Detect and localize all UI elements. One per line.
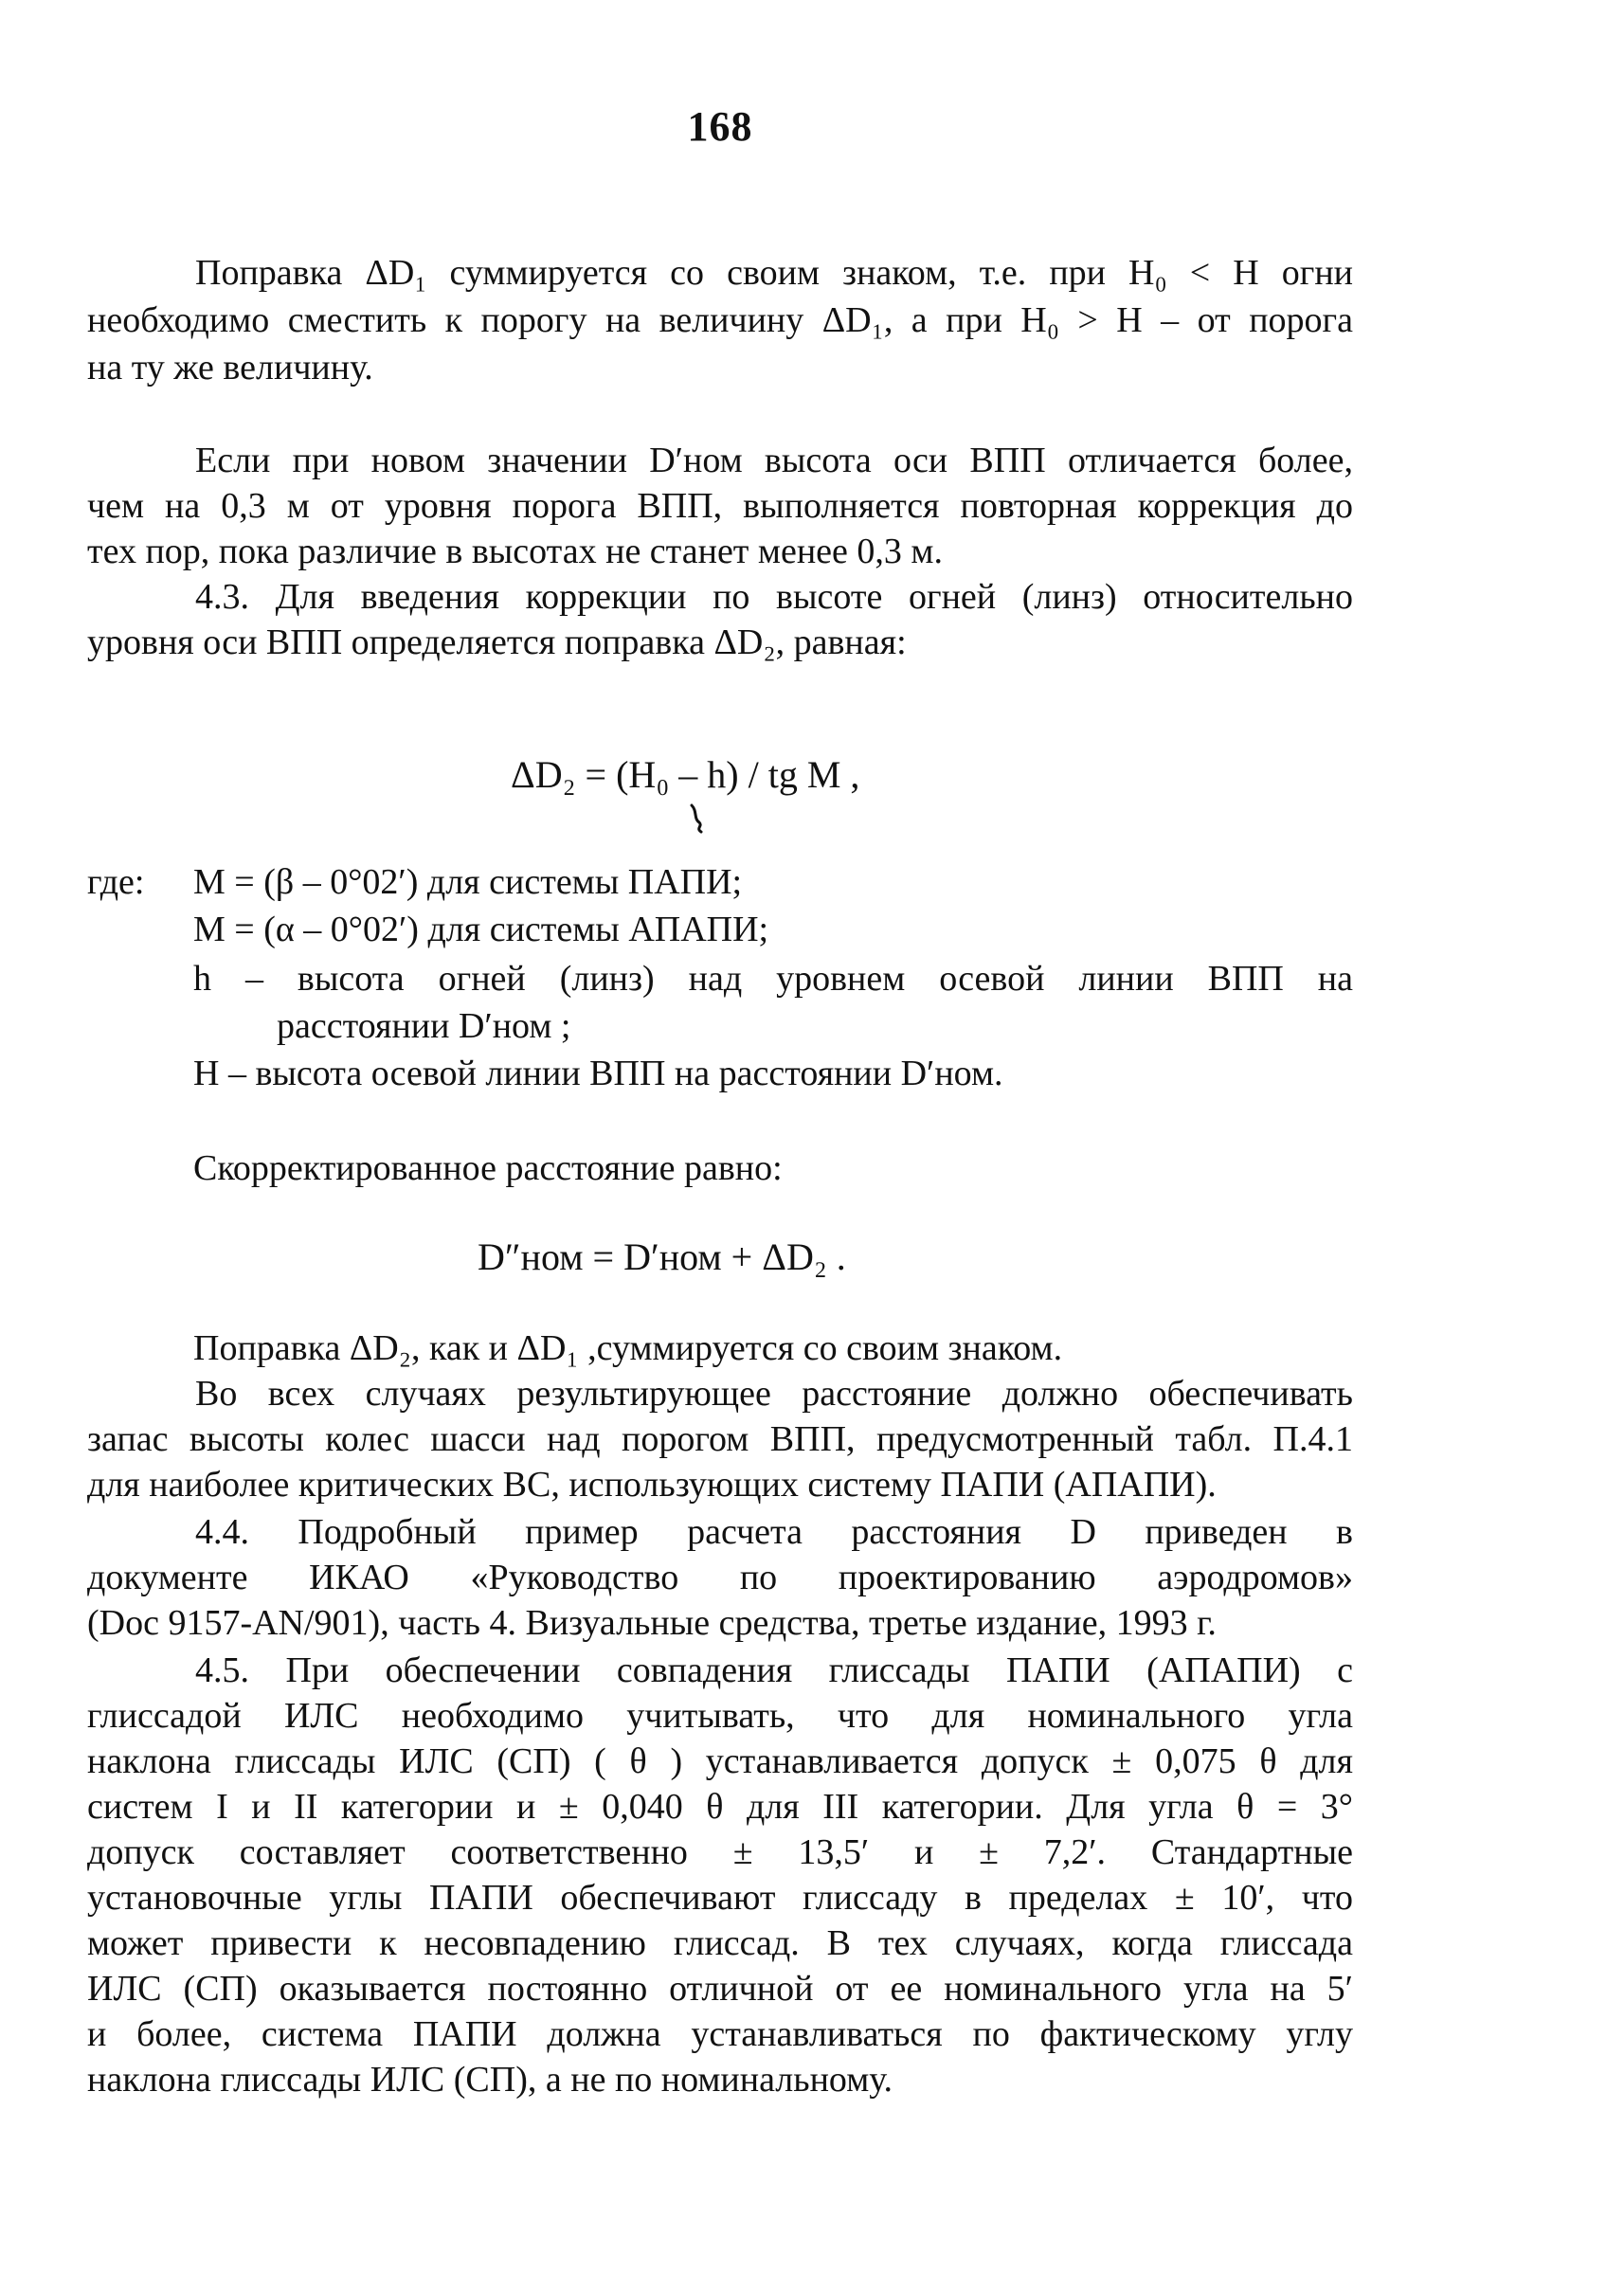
para1-line1: Поправка ΔD₁ суммируется со своим знаком, т.е. при H₀ < H огни (195, 253, 1353, 293)
para6-line6: установочные углы ПАПИ обеспечивают глиссаду в пределах ± 10′, что (87, 1878, 1353, 1918)
para2-line1: Если при новом значении D′ном высота оси ВПП отличается более, (195, 441, 1353, 480)
para1-line2: необходимо сместить к порогу на величину ΔD₁, а при H₀ > H – от порога (87, 300, 1353, 340)
page-number: 168 (687, 103, 753, 150)
para1-line3: на ту же величину. (87, 348, 373, 388)
para5-line1: 4.4. Подробный пример расчета расстояния D приведен в (195, 1512, 1353, 1552)
para6-line5: допуск составляет соответственно ± 13,5′ и ± 7,2′. Стандартные (87, 1832, 1353, 1872)
para6-line2: глиссадой ИЛС необходимо учитывать, что для номинального угла (87, 1696, 1353, 1736)
handwritten-mark-icon (688, 802, 709, 834)
formula-delta-d2: ΔD₂ = (H₀ – h) / tg M , (511, 753, 860, 796)
para5-line2: документе ИКАО «Руководство по проектированию аэродромов» (87, 1558, 1353, 1597)
para2-line3: тех пор, пока различие в высотах не станет менее 0,3 м. (87, 532, 943, 571)
para2-line2: чем на 0,3 м от уровня порога ВПП, выполняется повторная коррекция до (87, 486, 1353, 526)
corrected-intro: Скорректированное расстояние равно: (193, 1148, 783, 1188)
document-page (87, 0, 1357, 2272)
para4-line2: Во всех случаях результирующее расстояние должно обеспечивать (195, 1374, 1353, 1414)
para3-line1: 4.3. Для введения коррекции по высоте огней (линз) относительно (195, 577, 1353, 617)
where-label: где: (87, 862, 145, 902)
def-h-lights-cont: расстоянии D′ном ; (277, 1006, 571, 1046)
para6-line10: наклона глиссады ИЛС (СП), а не по номинальному. (87, 2060, 893, 2100)
para4-line3: запас высоты колес шасси над порогом ВПП, предусмотренный табл. П.4.1 (87, 1419, 1353, 1459)
def-h-lights: h – высота огней (линз) над уровнем осевой линии ВПП на (193, 959, 1353, 999)
para6-line9: и более, система ПАПИ должна устанавливаться по фактическому углу (87, 2014, 1353, 2054)
para6-line8: ИЛС (СП) оказывается постоянно отличной от ее номинального угла на 5′ (87, 1969, 1353, 2009)
para6-line7: может привести к несовпадению глиссад. В тех случаях, когда глиссада (87, 1923, 1353, 1963)
para6-line1: 4.5. При обеспечении совпадения глиссады ПАПИ (АПАПИ) с (195, 1650, 1353, 1690)
formula-corrected-distance: D″ном = D′ном + ΔD₂ . (478, 1235, 846, 1278)
para6-line4: систем I и II категории и ± 0,040 θ для III категории. Для угла θ = 3° (87, 1787, 1353, 1827)
def-m-papi: M = (β – 0°02′) для системы ПАПИ; (193, 862, 743, 902)
para3-line2: уровня оси ВПП определяется поправка ΔD₂, равная: (87, 622, 907, 662)
para6-line3: наклона глиссады ИЛС (СП) ( θ ) устанавливается допуск ± 0,075 θ для (87, 1741, 1353, 1781)
para4-line1: Поправка ΔD₂, как и ΔD₁ ,суммируется со своим знаком. (193, 1328, 1063, 1368)
def-H-axis: H – высота осевой линии ВПП на расстоянии D′ном. (193, 1054, 1003, 1093)
para5-line3: (Doc 9157-AN/901), часть 4. Визуальные средства, третье издание, 1993 г. (87, 1603, 1217, 1643)
def-m-apapi: M = (α – 0°02′) для системы АПАПИ; (193, 910, 769, 949)
para4-line4: для наиболее критических ВС, использующих систему ПАПИ (АПАПИ). (87, 1465, 1217, 1505)
